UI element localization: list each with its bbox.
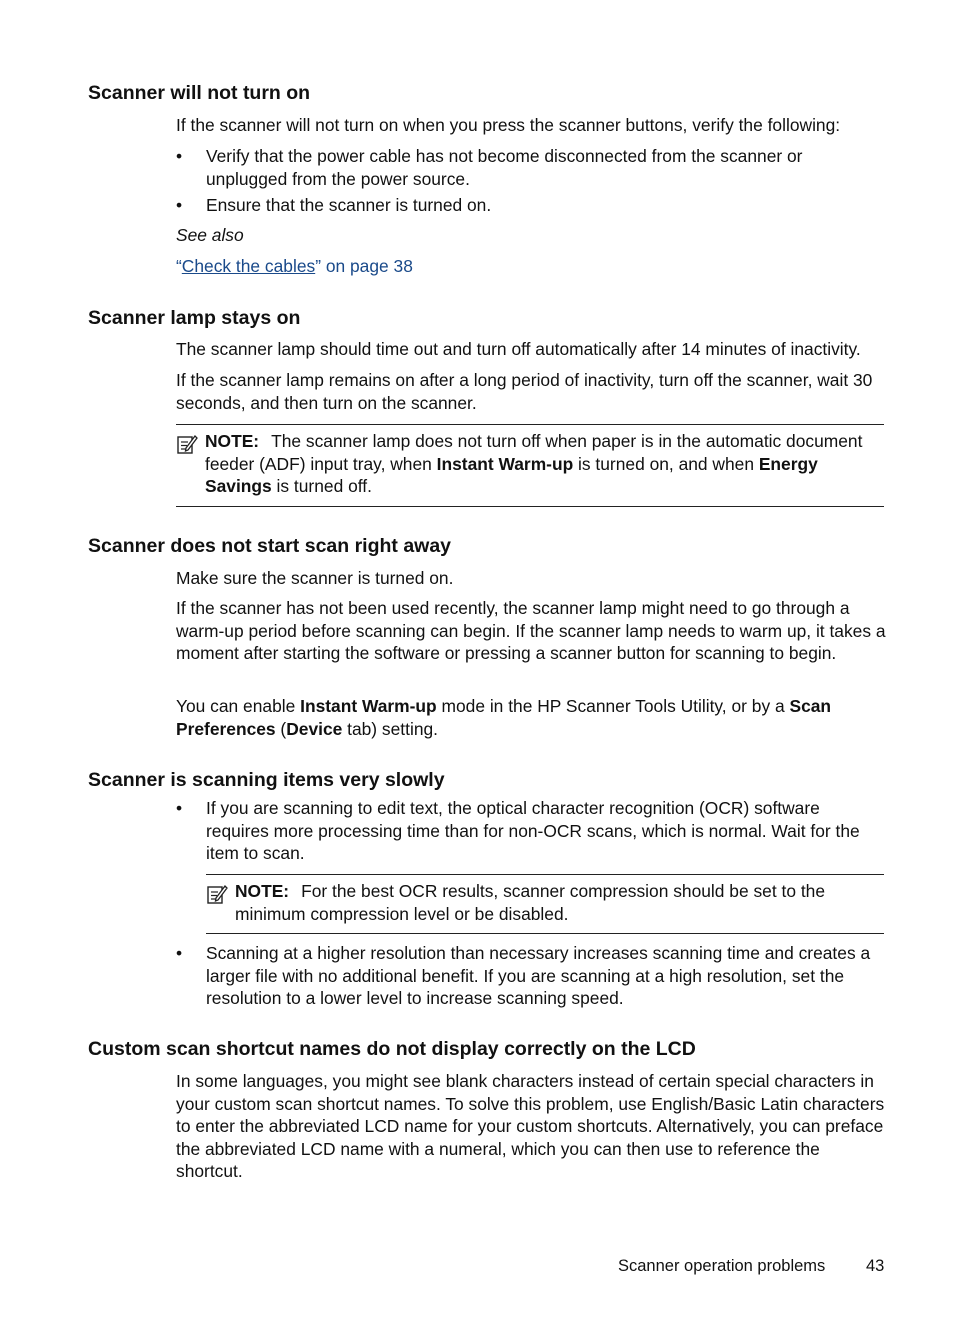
note-pencil-icon xyxy=(176,433,198,455)
bullet-icon: • xyxy=(176,195,183,215)
list-item-text: Ensure that the scanner is turned on. xyxy=(206,195,492,215)
list-item-text: If you are scanning to edit text, the optical character recognition (OCR) software requires more processing time than for non-OCR scans, which is normal. Wait for the item to scan. xyxy=(206,798,860,864)
heading-scanner-will-not-turn-on: Scanner will not turn on xyxy=(88,82,311,104)
note-label: NOTE: xyxy=(235,881,290,901)
paragraph: If the scanner has not been used recently, the scanner lamp might need to go through a warm-up period before scanning can begin. If the scanner lamp needs to warm up, it takes a moment after starting the software or pressing a scanner button for scanning to begin. xyxy=(176,598,886,664)
note-box xyxy=(206,874,884,934)
note-text: NOTE: For the best OCR results, scanner compression should be set to the minimum compression level or be disabled. xyxy=(235,881,826,924)
see-also-label: See also xyxy=(176,225,244,245)
page-reference: ” on page 38 xyxy=(315,256,413,276)
list-item-text: Scanning at a higher resolution than necessary increases scanning time and creates a larger file with no additional benefit. If you are scanning at a high resolution, set the resolution to a lower level to increase scanning speed. xyxy=(206,943,871,1009)
heading-scanning-slowly: Scanner is scanning items very slowly xyxy=(88,769,445,791)
note-pencil-icon xyxy=(206,883,228,905)
paragraph: You can enable Instant Warm-up mode in the HP Scanner Tools Utility, or by a Scan Preferences (Device tab) setting. xyxy=(176,696,832,739)
heading-custom-shortcut-names: Custom scan shortcut names do not display correctly on the LCD xyxy=(88,1038,696,1060)
paragraph: The scanner lamp should time out and turn off automatically after 14 minutes of inactivity. xyxy=(176,339,861,359)
heading-scanner-lamp-stays-on: Scanner lamp stays on xyxy=(88,307,301,329)
bullet-icon: • xyxy=(176,146,183,166)
footer-section-title: Scanner operation problems xyxy=(618,1257,826,1275)
cross-reference xyxy=(176,255,888,278)
open-quote: “ xyxy=(176,256,182,276)
note-text: NOTE: The scanner lamp does not turn off when paper is in the automatic document feeder (ADF) input tray, when Instant Warm-up is turned on, and when Energy Savings is turned off. xyxy=(205,431,863,497)
paragraph: Make sure the scanner is turned on. xyxy=(176,568,454,588)
check-cables-link[interactable]: Check the cables xyxy=(181,256,316,276)
list-item-text: Verify that the power cable has not become disconnected from the scanner or unplugged from the power source. xyxy=(206,146,803,189)
paragraph: If the scanner lamp remains on after a long period of inactivity, turn off the scanner, wait 30 seconds, and then turn on the scanner. xyxy=(176,370,873,413)
note-box xyxy=(176,424,884,507)
paragraph: In some languages, you might see blank characters instead of certain special characters in your custom scan shortcut names. To solve this problem, use English/Basic Latin characters to enter the abbreviated LCD name for your custom shortcuts. Alternatively, you can preface the abbreviated LCD name with a numeral, which you can then use to reference the shortcut. xyxy=(176,1071,885,1182)
heading-scanner-does-not-start: Scanner does not start scan right away xyxy=(88,535,452,557)
bullet-icon: • xyxy=(176,798,183,818)
bullet-icon: • xyxy=(176,943,183,963)
note-label: NOTE: xyxy=(205,431,260,451)
page-number: 43 xyxy=(866,1257,885,1275)
paragraph: If the scanner will not turn on when you press the scanner buttons, verify the following: xyxy=(176,115,841,135)
